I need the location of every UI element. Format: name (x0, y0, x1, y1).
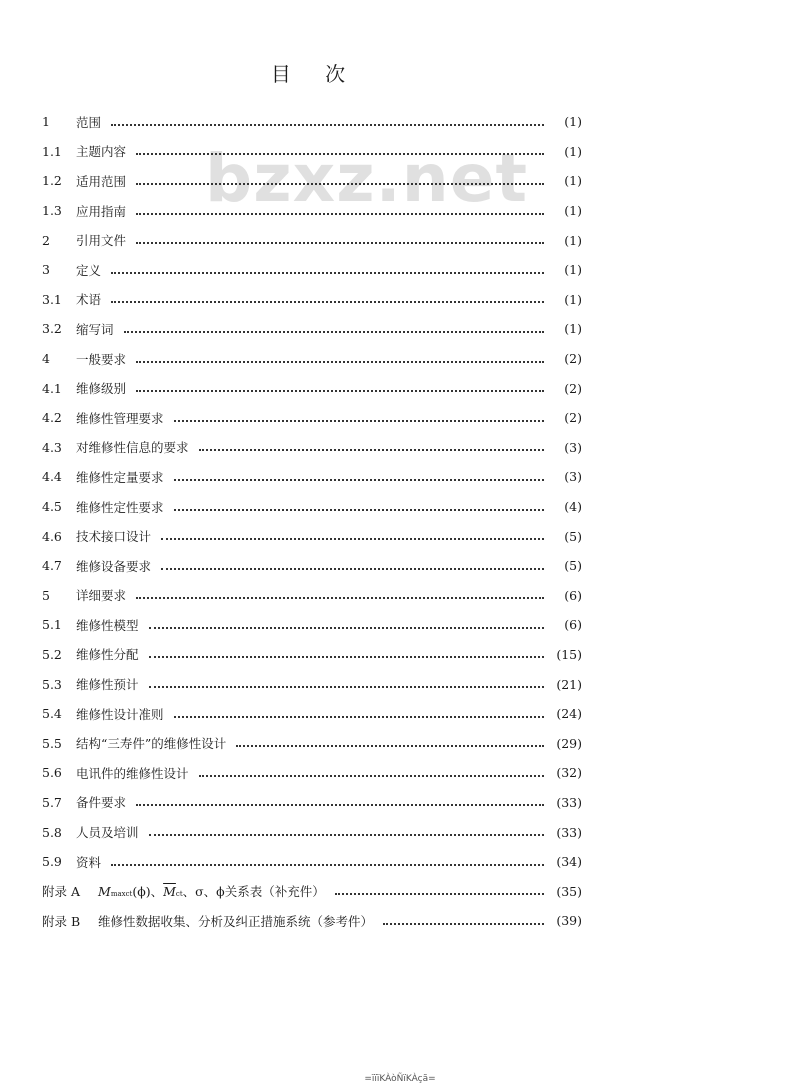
entry-number: 5 (42, 587, 50, 603)
dot-leader (136, 153, 544, 155)
entry-number: 5.2 (42, 646, 62, 662)
toc-entry[interactable] (42, 669, 582, 699)
entry-title: 范围 (76, 114, 102, 130)
dot-leader (136, 213, 544, 215)
entry-page: (24) (556, 706, 582, 722)
page-footer: =ïïïKÀòÑïKÀçã= (364, 1074, 436, 1084)
entry-number: 4.3 (42, 439, 62, 455)
dot-leader (111, 301, 544, 303)
entry-page: (1) (564, 291, 582, 307)
entry-title: 应用指南 (76, 203, 127, 219)
toc-entry[interactable] (42, 462, 582, 492)
entry-title: 维修性预计 (76, 677, 139, 693)
dot-leader (124, 331, 544, 333)
entry-title: 人员及培训 (76, 825, 139, 841)
dot-leader (199, 449, 544, 451)
entry-page: (1) (564, 114, 582, 130)
entry-title: 对维修性信息的要求 (76, 440, 189, 456)
dot-leader (136, 390, 544, 392)
entry-page: (15) (556, 646, 582, 662)
entry-page: (1) (564, 173, 582, 189)
dot-leader (111, 124, 544, 126)
entry-page: (2) (564, 351, 582, 367)
toc-entry[interactable] (42, 433, 582, 463)
entry-title: 电讯件的维修性设计 (76, 765, 189, 781)
entry-page: (1) (564, 321, 582, 337)
dot-leader (149, 686, 544, 688)
entry-title: 维修性分配 (76, 647, 139, 663)
toc-entry[interactable] (42, 492, 582, 522)
entry-title: 维修设备要求 (76, 558, 152, 574)
dot-leader (136, 242, 544, 244)
entry-number: 1.2 (42, 173, 62, 189)
toc-entry[interactable] (42, 255, 582, 285)
toc-entry[interactable] (42, 817, 582, 847)
toc-entry[interactable] (42, 166, 582, 196)
entry-number: 1.3 (42, 203, 62, 219)
dot-leader (174, 420, 544, 422)
entry-number: 4 (42, 351, 50, 367)
toc-entry[interactable] (42, 788, 582, 818)
toc-entry-appendix-a[interactable] (42, 876, 582, 906)
dot-leader (161, 538, 544, 540)
dot-leader (111, 864, 544, 866)
entry-page: (34) (556, 854, 582, 870)
toc-entry[interactable] (42, 847, 582, 877)
entry-page: (6) (564, 617, 582, 633)
entry-page: (3) (564, 439, 582, 455)
entry-title: 维修性定量要求 (76, 469, 164, 485)
entry-page: (21) (556, 676, 582, 692)
entry-number: 5.7 (42, 794, 62, 810)
entry-title: 详细要求 (76, 588, 127, 604)
dot-leader (236, 745, 544, 747)
entry-page: (1) (564, 262, 582, 278)
toc-entry[interactable] (42, 699, 582, 729)
entry-title: 维修级别 (76, 381, 127, 397)
toc-entry[interactable] (42, 344, 582, 374)
toc-entry[interactable] (42, 107, 582, 137)
dot-leader (199, 775, 544, 777)
entry-number: 4.2 (42, 410, 62, 426)
entry-number: 2 (42, 232, 50, 248)
dot-leader (161, 568, 544, 570)
entry-title: 维修性模型 (76, 617, 139, 633)
entry-title: Mmaxct(ϕ)、$\overline{M}ct$、σ、ϕ关系表（补充件） (98, 884, 325, 900)
toc-entry[interactable] (42, 728, 582, 758)
watermark: bzxz.net (205, 140, 529, 217)
entry-number: 4.7 (42, 558, 62, 574)
entry-title: 维修性管理要求 (76, 410, 164, 426)
entry-title: 适用范围 (76, 173, 127, 189)
toc-entry[interactable] (42, 758, 582, 788)
entry-title: 缩写词 (76, 321, 114, 337)
entry-title: 维修性设计准则 (76, 706, 164, 722)
entry-title: 一般要求 (76, 351, 127, 367)
entry-title: 技术接口设计 (76, 529, 152, 545)
entry-page: (1) (564, 203, 582, 219)
entry-page: (1) (564, 232, 582, 248)
entry-title: 维修性数据收集、分析及纠正措施系统（参考件） (98, 913, 374, 929)
toc-entry[interactable] (42, 521, 582, 551)
entry-title: 术语 (76, 292, 102, 308)
dot-leader (136, 597, 544, 599)
entry-number: 附录 A (42, 884, 81, 900)
dot-leader (136, 804, 544, 806)
entry-page: (33) (556, 794, 582, 810)
toc-entry[interactable] (42, 373, 582, 403)
dot-leader (136, 361, 544, 363)
dot-leader (335, 893, 544, 895)
entry-number: 4.5 (42, 499, 62, 515)
entry-page: (5) (564, 528, 582, 544)
entry-page: (33) (556, 824, 582, 840)
entry-title: 主题内容 (76, 144, 127, 160)
dot-leader (149, 834, 544, 836)
entry-title: 维修性定性要求 (76, 499, 164, 515)
dot-leader (174, 509, 544, 511)
entry-number: 3.1 (42, 291, 62, 307)
entry-number: 5.9 (42, 854, 62, 870)
entry-page: (2) (564, 410, 582, 426)
toc-entry[interactable] (42, 137, 582, 167)
entry-page: (2) (564, 380, 582, 396)
entry-page: (29) (556, 735, 582, 751)
toc-entry[interactable] (42, 403, 582, 433)
toc-entry-appendix-b[interactable] (42, 906, 582, 936)
dot-leader (174, 716, 544, 718)
entry-page: (39) (556, 913, 582, 929)
entry-page: (35) (556, 883, 582, 899)
entry-number: 1 (42, 114, 50, 130)
entry-page: (4) (564, 499, 582, 515)
entry-page: (5) (564, 558, 582, 574)
entry-number: 3.2 (42, 321, 62, 337)
dot-leader (149, 627, 544, 629)
entry-page: (6) (564, 587, 582, 603)
toc-entry[interactable] (42, 314, 582, 344)
table-of-contents (42, 107, 582, 936)
entry-number: 3 (42, 262, 50, 278)
entry-title: 引用文件 (76, 233, 127, 249)
entry-number: 4.4 (42, 469, 62, 485)
entry-number: 5.8 (42, 824, 62, 840)
entry-title: 结构“三寿件”的维修性设计 (76, 736, 227, 752)
entry-number: 4.1 (42, 380, 62, 396)
dot-leader (174, 479, 544, 481)
entry-page: (3) (564, 469, 582, 485)
toc-entry[interactable] (42, 551, 582, 581)
entry-title: 资料 (76, 854, 102, 870)
entry-title: 定义 (76, 262, 102, 278)
entry-page: (1) (564, 143, 582, 159)
toc-entry[interactable] (42, 225, 582, 255)
entry-number: 5.5 (42, 735, 62, 751)
dot-leader (136, 183, 544, 185)
entry-number: 附录 B (42, 913, 81, 929)
page-title: 目 次 (270, 62, 360, 86)
dot-leader (383, 923, 544, 925)
entry-title: 备件要求 (76, 795, 127, 811)
entry-number: 1.1 (42, 143, 62, 159)
toc-entry[interactable] (42, 610, 582, 640)
entry-number: 5.1 (42, 617, 62, 633)
entry-number: 4.6 (42, 528, 62, 544)
toc-entry[interactable] (42, 196, 582, 226)
dot-leader (111, 272, 544, 274)
toc-entry[interactable] (42, 285, 582, 315)
dot-leader (149, 656, 544, 658)
toc-entry[interactable] (42, 581, 582, 611)
toc-entry[interactable] (42, 640, 582, 670)
entry-number: 5.6 (42, 765, 62, 781)
entry-number: 5.4 (42, 706, 62, 722)
entry-number: 5.3 (42, 676, 62, 692)
entry-page: (32) (556, 765, 582, 781)
